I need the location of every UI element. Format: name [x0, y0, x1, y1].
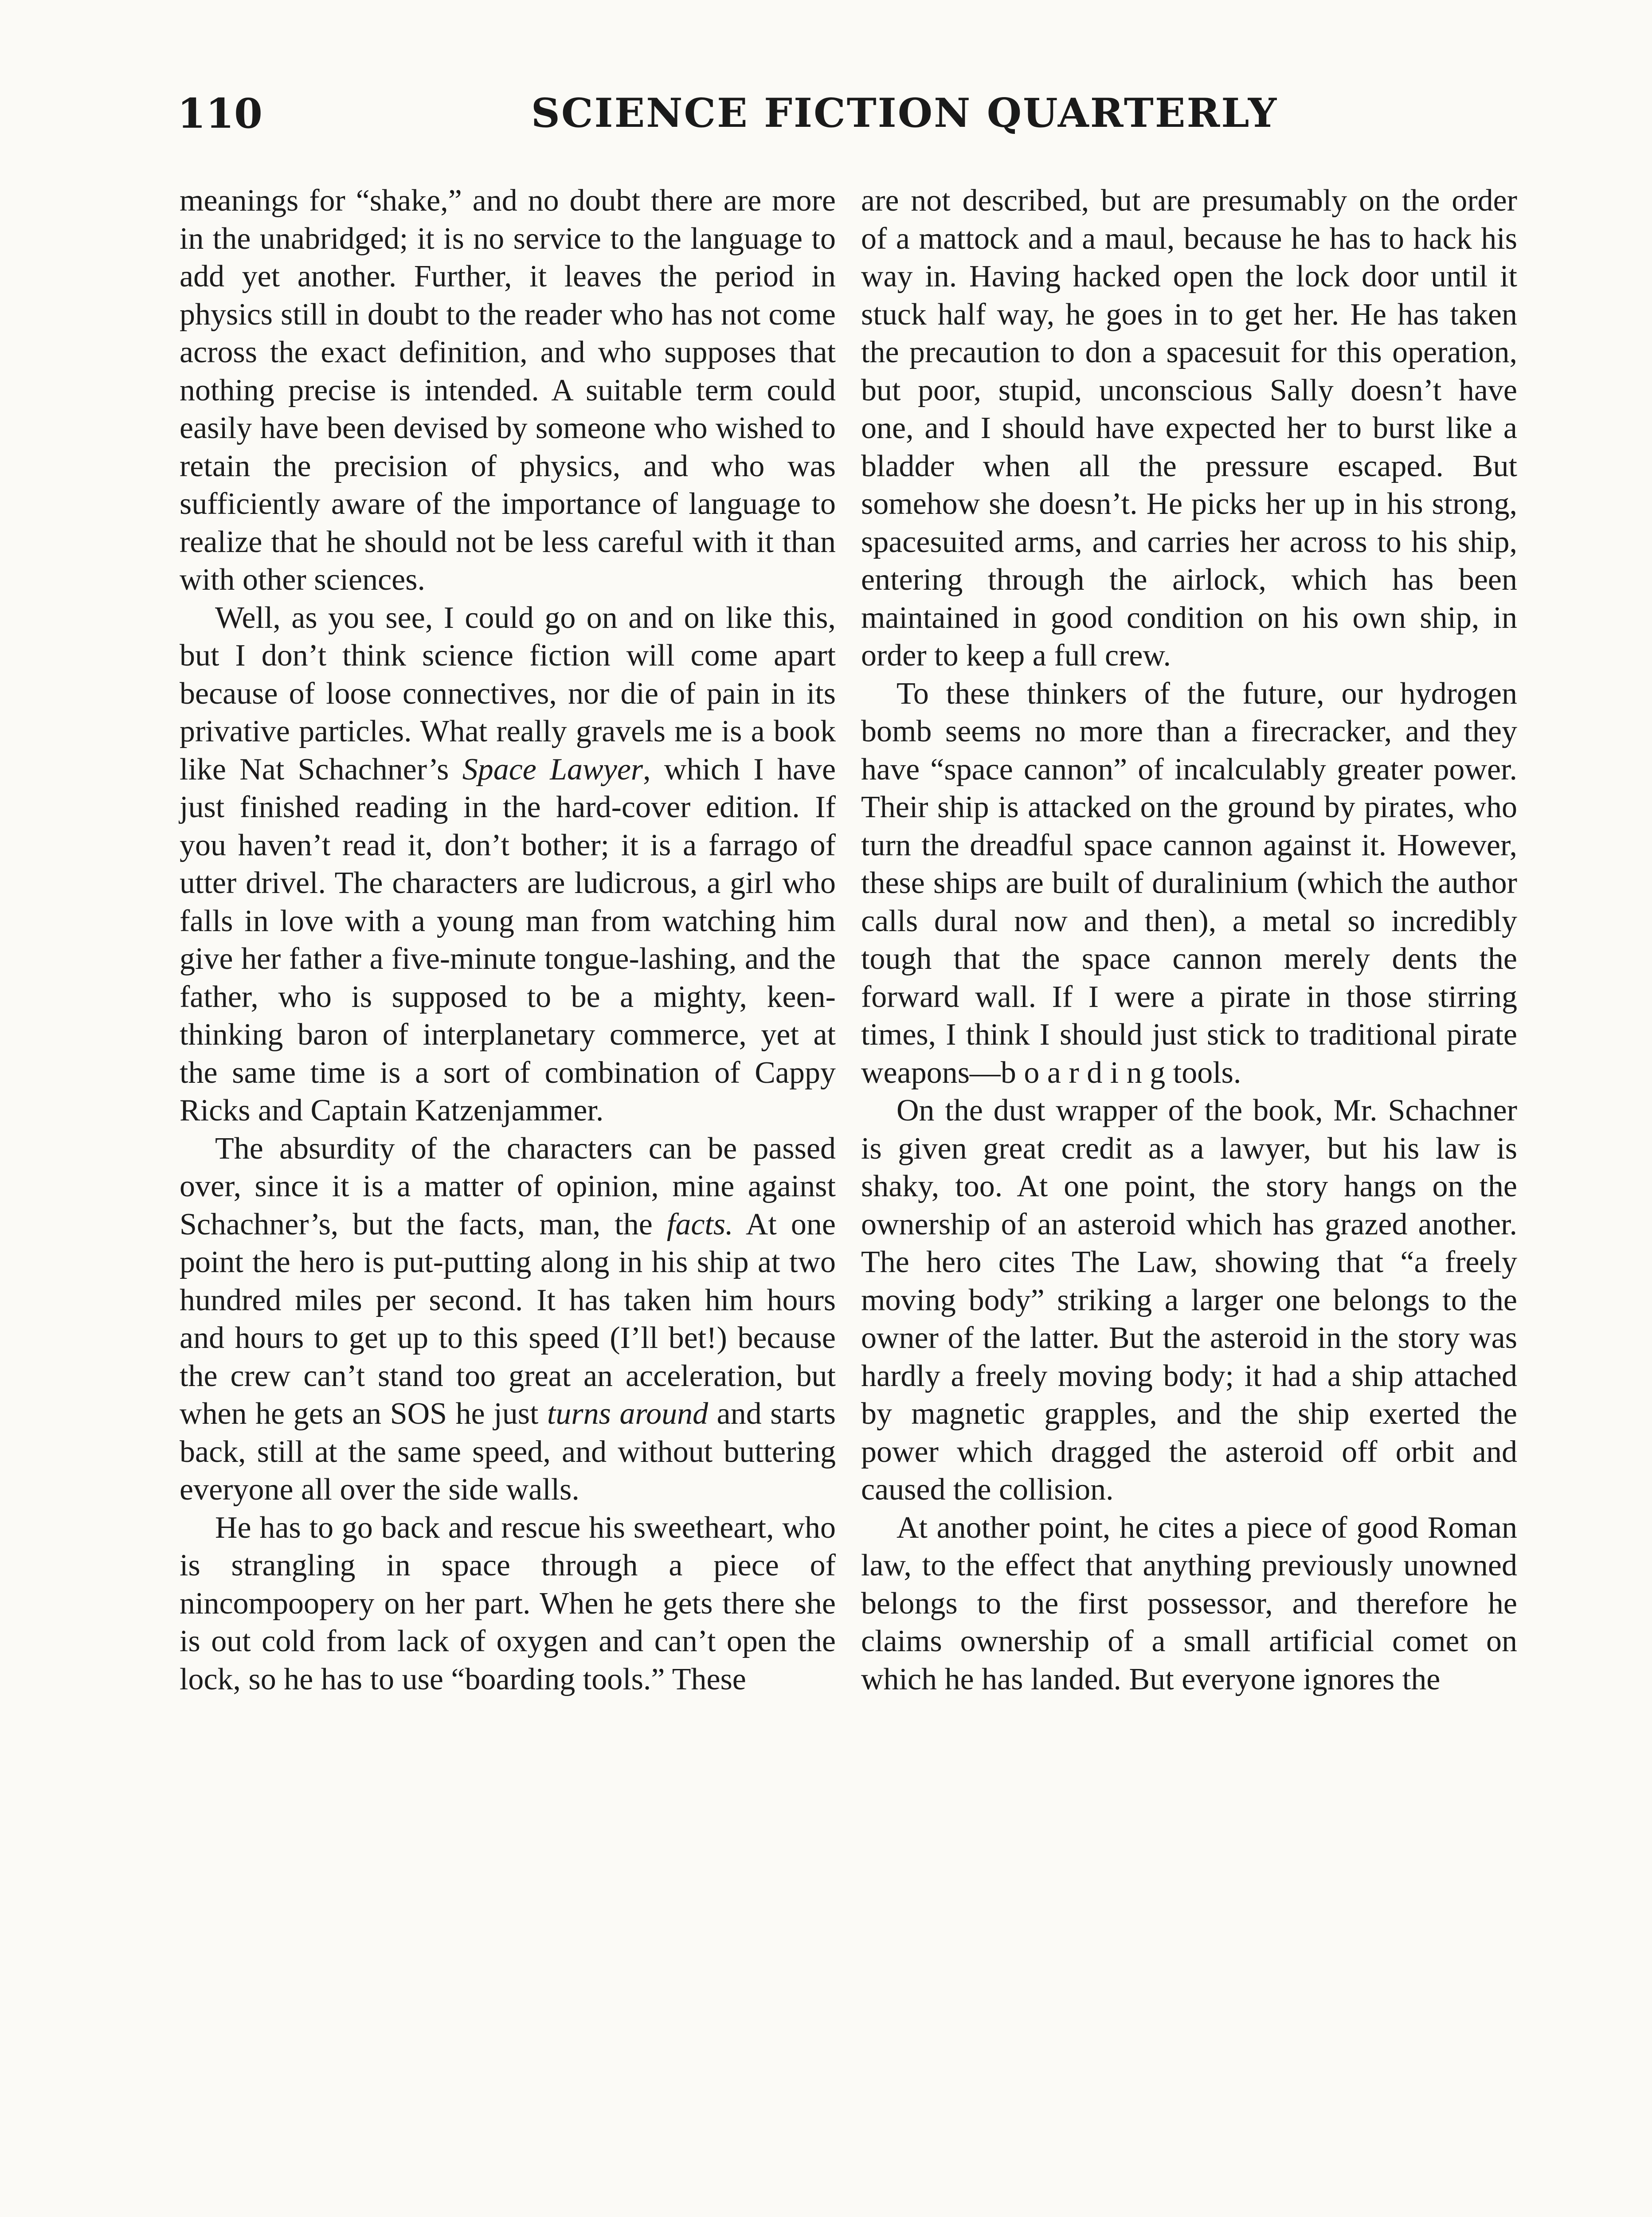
right-paragraph-3: On the dust wrapper of the book, Mr. Schachner is given great credit as a lawyer, but his law is shaky, too. At one point, the story hangs on the ownership of an asteroid which has grazed another. The hero cites The Law, showing that “a freely moving body” striking a larger one belongs to the owner of the latter. But the asteroid in the story was hardly a freely moving body; it had a ship attached by magnetic grapples, and the ship exerted the power which dragged the asteroid off orbit and caused the collision.: [861, 1093, 1517, 1507]
left-paragraph-3-text-a: The absurdity of the characters can be passed over, since it is a matter of opinion, mine against Schachner’s, but the facts, man, the: [180, 1131, 836, 1242]
right-paragraph-1: are not described, but are presumably on the order of a mattock and a maul, because he has to hack his way in. Having hacked open the lock door until it stuck half way, he goes in to get her. He has taken the precaution to don a spacesuit for this operation, but poor, stupid, unconscious Sally doesn’t have one, and I should have expected her to burst like a bladder when all the pressure escaped. But somehow she doesn’t. He picks her up in his strong, spacesuited arms, and carries her across to his ship, entering through the airlock, which has been maintained in good condition on his own ship, in order to keep a full crew.: [861, 184, 1517, 673]
emphasis-turns-around: turns around: [547, 1397, 709, 1431]
left-paragraph-4: He has to go back and rescue his sweetheart, who is strangling in space through a piece of nincompoopery on her part. When he gets there she is out cold from lack of oxygen and can’t open the lock, so he has to use “boarding tools.” These: [180, 1510, 836, 1696]
running-title: SCIENCE FICTION QUARTERLY: [531, 90, 1278, 137]
left-paragraph-3: [180, 1130, 836, 1509]
left-paragraph-1: meanings for “shake,” and no doubt there are more in the unabridged; it is no service to the language to add yet another. Further, it leaves the period in physics still in doubt to the reader who has not come across the exact definition, and who supposes that nothing precise is intended. A suitable term could easily have been devised by someone who wished to retain the precision of physics, and who was sufficiently aware of the importance of language to realize that he should not be less careful with it than with other sciences.: [180, 184, 836, 597]
left-paragraph-2: [180, 599, 836, 1130]
book-title-space-lawyer: Space Lawyer: [462, 752, 643, 787]
right-column: [861, 182, 1517, 1698]
emphasis-facts: facts.: [666, 1207, 733, 1242]
left-paragraph-3-text-c: and starts back, still at the same speed, and without buttering everyone all over the side walls.: [180, 1397, 836, 1507]
left-paragraph-2-text-b: , which I have just finished reading in the hard-cover edition. If you haven’t read it, don’t bother; it is a farrago of utter drivel. The characters are ludicrous, a girl who falls in love with a young man from watching him give her father a five-minute tongue-lashing, and the father, who is supposed to be a mighty, keen-thinking baron of interplanetary commerce, yet at the same time is a sort of combination of Cappy Ricks and Captain Katzenjammer.: [180, 752, 836, 1128]
page-header: [177, 90, 1507, 151]
right-paragraph-2: To these thinkers of the future, our hydrogen bomb seems no more than a firecracker, and they have “space cannon” of incalculably greater power. Their ship is attacked on the ground by pirates, who turn the dreadful space cannon against it. However, these ships are built of duralinium (which the author calls dural now and then), a metal so incredibly tough that the space cannon merely dents the forward wall. If I were a pirate in those stirring times, I think I should just stick to traditional pirate weapons—b o a r d i n g tools.: [861, 676, 1517, 1090]
right-paragraph-4: At another point, he cites a piece of good Roman law, to the effect that anything previously unowned belongs to the first possessor, and therefore he claims ownership of a small artificial comet on which he has landed. But everyone ignores the: [861, 1510, 1517, 1696]
page-number: 110: [177, 90, 263, 137]
left-paragraph-2-text-a: Well, as you see, I could go on and on like this, but I don’t think science fiction will come apart because of loose connectives, nor die of pain in its privative particles. What really gravels me is a book like Nat Schachner’s: [180, 600, 836, 787]
left-paragraph-3-text-b: At one point the hero is put-putting along in his ship at two hundred miles per second. It has taken him hours and hours to get up to this speed (I’ll bet!) because the crew can’t stand too great an acceleration, but when he gets an SOS he just: [180, 1207, 836, 1431]
left-column: [180, 182, 836, 1698]
